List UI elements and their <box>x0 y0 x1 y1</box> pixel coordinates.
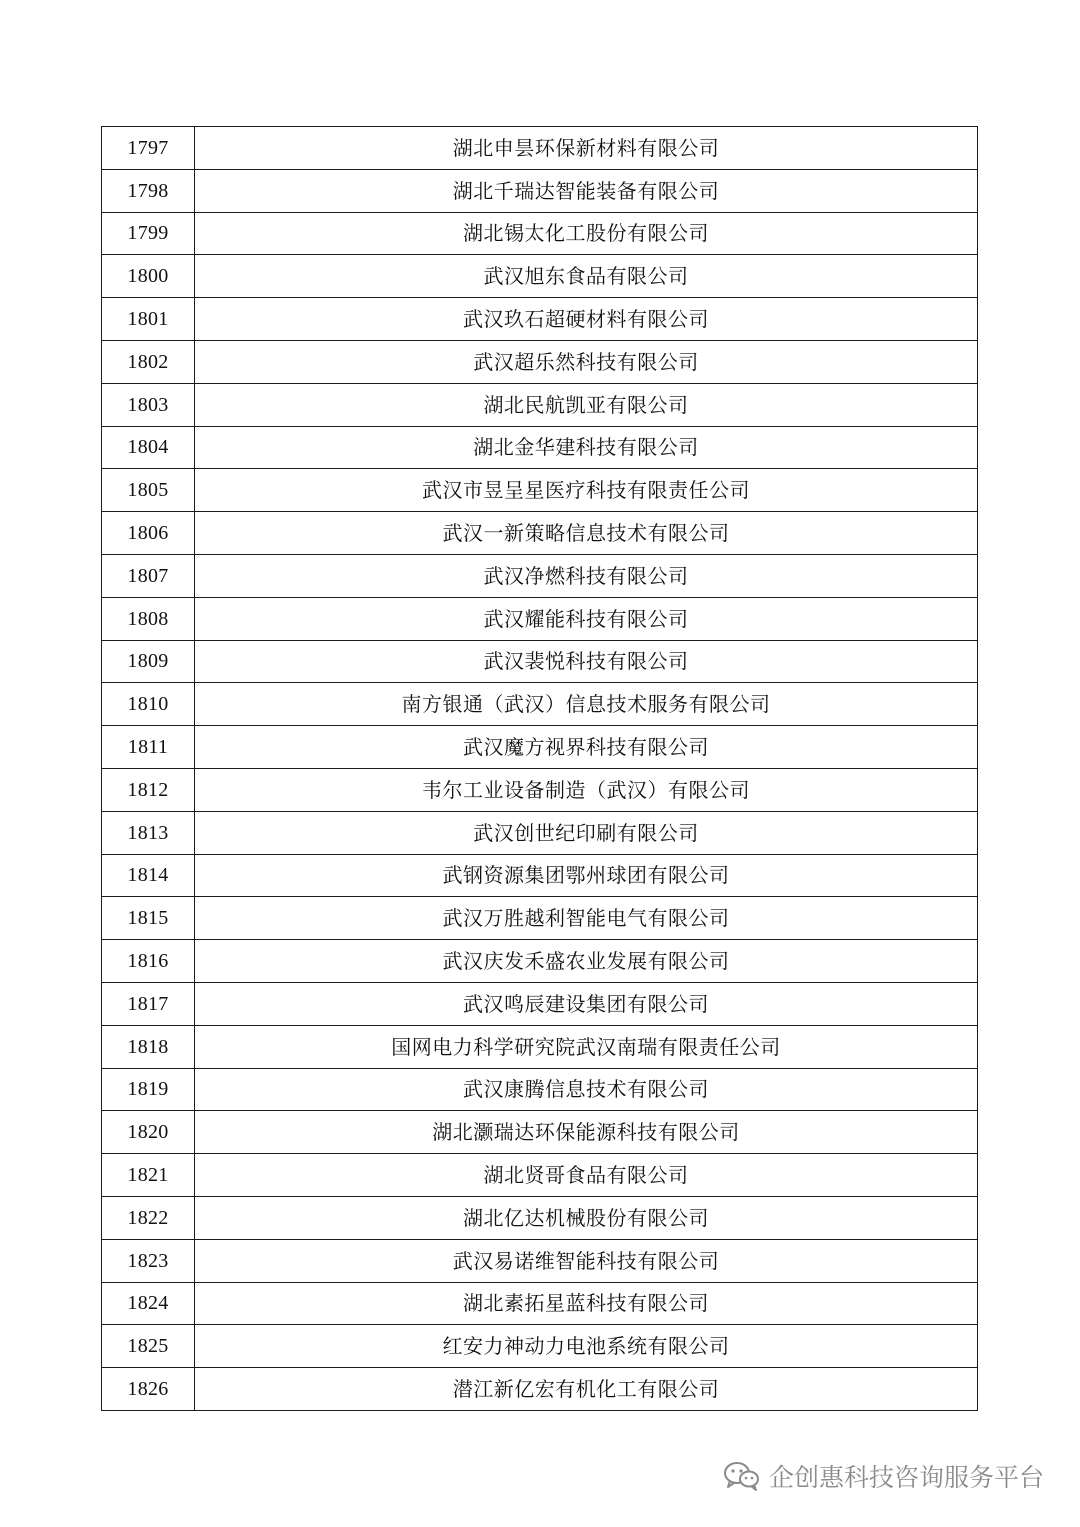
watermark <box>723 1458 1044 1494</box>
table-row <box>102 1068 978 1111</box>
row-number-cell: 1806 <box>102 512 195 555</box>
table-row <box>102 340 978 383</box>
table-row <box>102 1282 978 1325</box>
company-name-cell: 武汉超乐然科技有限公司 <box>195 340 978 383</box>
row-number-cell: 1823 <box>102 1239 195 1282</box>
table-row <box>102 982 978 1025</box>
row-number-cell: 1807 <box>102 554 195 597</box>
table-row <box>102 298 978 341</box>
company-name-cell: 南方银通（武汉）信息技术服务有限公司 <box>195 683 978 726</box>
company-name-cell: 湖北贤哥食品有限公司 <box>195 1154 978 1197</box>
company-name-cell: 武钢资源集团鄂州球团有限公司 <box>195 854 978 897</box>
company-list-table-container <box>101 126 977 1411</box>
row-number-cell: 1805 <box>102 469 195 512</box>
row-number-cell: 1825 <box>102 1325 195 1368</box>
row-number-cell: 1819 <box>102 1068 195 1111</box>
company-name-cell: 湖北民航凯亚有限公司 <box>195 383 978 426</box>
row-number-cell: 1801 <box>102 298 195 341</box>
row-number-cell: 1809 <box>102 640 195 683</box>
table-row <box>102 212 978 255</box>
company-name-cell: 湖北锡太化工股份有限公司 <box>195 212 978 255</box>
company-name-cell: 武汉市昱呈星医疗科技有限责任公司 <box>195 469 978 512</box>
row-number-cell: 1817 <box>102 982 195 1025</box>
table-row <box>102 1154 978 1197</box>
table-row <box>102 169 978 212</box>
table-row <box>102 1368 978 1411</box>
company-list-table <box>101 126 978 1411</box>
table-row <box>102 854 978 897</box>
table-row <box>102 554 978 597</box>
company-name-cell: 武汉万胜越利智能电气有限公司 <box>195 897 978 940</box>
row-number-cell: 1802 <box>102 340 195 383</box>
company-name-cell: 武汉康腾信息技术有限公司 <box>195 1068 978 1111</box>
company-name-cell: 韦尔工业设备制造（武汉）有限公司 <box>195 768 978 811</box>
row-number-cell: 1818 <box>102 1025 195 1068</box>
table-row <box>102 426 978 469</box>
table-row <box>102 640 978 683</box>
row-number-cell: 1813 <box>102 811 195 854</box>
company-name-cell: 武汉裴悦科技有限公司 <box>195 640 978 683</box>
table-row <box>102 383 978 426</box>
table-row <box>102 683 978 726</box>
company-name-cell: 武汉庆发禾盛农业发展有限公司 <box>195 940 978 983</box>
row-number-cell: 1797 <box>102 127 195 170</box>
row-number-cell: 1803 <box>102 383 195 426</box>
row-number-cell: 1811 <box>102 726 195 769</box>
company-name-cell: 湖北金华建科技有限公司 <box>195 426 978 469</box>
company-name-cell: 武汉易诺维智能科技有限公司 <box>195 1239 978 1282</box>
table-row <box>102 255 978 298</box>
table-row <box>102 726 978 769</box>
company-name-cell: 武汉耀能科技有限公司 <box>195 597 978 640</box>
table-row <box>102 1025 978 1068</box>
table-row <box>102 1325 978 1368</box>
row-number-cell: 1814 <box>102 854 195 897</box>
watermark-text: 企创惠科技咨询服务平台 <box>768 1463 1044 1492</box>
company-name-cell: 武汉旭东食品有限公司 <box>195 255 978 298</box>
company-name-cell: 武汉净燃科技有限公司 <box>195 554 978 597</box>
company-name-cell: 湖北素拓星蓝科技有限公司 <box>195 1282 978 1325</box>
table-body <box>102 127 978 1411</box>
table-row <box>102 1239 978 1282</box>
row-number-cell: 1824 <box>102 1282 195 1325</box>
row-number-cell: 1821 <box>102 1154 195 1197</box>
table-row <box>102 811 978 854</box>
row-number-cell: 1815 <box>102 897 195 940</box>
row-number-cell: 1826 <box>102 1368 195 1411</box>
company-name-cell: 武汉魔方视界科技有限公司 <box>195 726 978 769</box>
company-name-cell: 湖北亿达机械股份有限公司 <box>195 1196 978 1239</box>
row-number-cell: 1812 <box>102 768 195 811</box>
company-name-cell: 武汉鸣辰建设集团有限公司 <box>195 982 978 1025</box>
row-number-cell: 1808 <box>102 597 195 640</box>
company-name-cell: 湖北千瑞达智能装备有限公司 <box>195 169 978 212</box>
company-name-cell: 湖北灏瑞达环保能源科技有限公司 <box>195 1111 978 1154</box>
table-row <box>102 469 978 512</box>
company-name-cell: 潜江新亿宏有机化工有限公司 <box>195 1368 978 1411</box>
table-row <box>102 127 978 170</box>
wechat-icon <box>723 1460 761 1492</box>
company-name-cell: 武汉创世纪印刷有限公司 <box>195 811 978 854</box>
table-row <box>102 597 978 640</box>
row-number-cell: 1804 <box>102 426 195 469</box>
table-row <box>102 768 978 811</box>
company-name-cell: 武汉一新策略信息技术有限公司 <box>195 512 978 555</box>
row-number-cell: 1816 <box>102 940 195 983</box>
row-number-cell: 1798 <box>102 169 195 212</box>
company-name-cell: 湖北申昙环保新材料有限公司 <box>195 127 978 170</box>
company-name-cell: 国网电力科学研究院武汉南瑞有限责任公司 <box>195 1025 978 1068</box>
table-row <box>102 940 978 983</box>
row-number-cell: 1799 <box>102 212 195 255</box>
company-name-cell: 武汉玖石超硬材料有限公司 <box>195 298 978 341</box>
table-row <box>102 1196 978 1239</box>
row-number-cell: 1822 <box>102 1196 195 1239</box>
row-number-cell: 1810 <box>102 683 195 726</box>
row-number-cell: 1800 <box>102 255 195 298</box>
company-name-cell: 红安力神动力电池系统有限公司 <box>195 1325 978 1368</box>
row-number-cell: 1820 <box>102 1111 195 1154</box>
table-row <box>102 1111 978 1154</box>
table-row <box>102 897 978 940</box>
table-row <box>102 512 978 555</box>
